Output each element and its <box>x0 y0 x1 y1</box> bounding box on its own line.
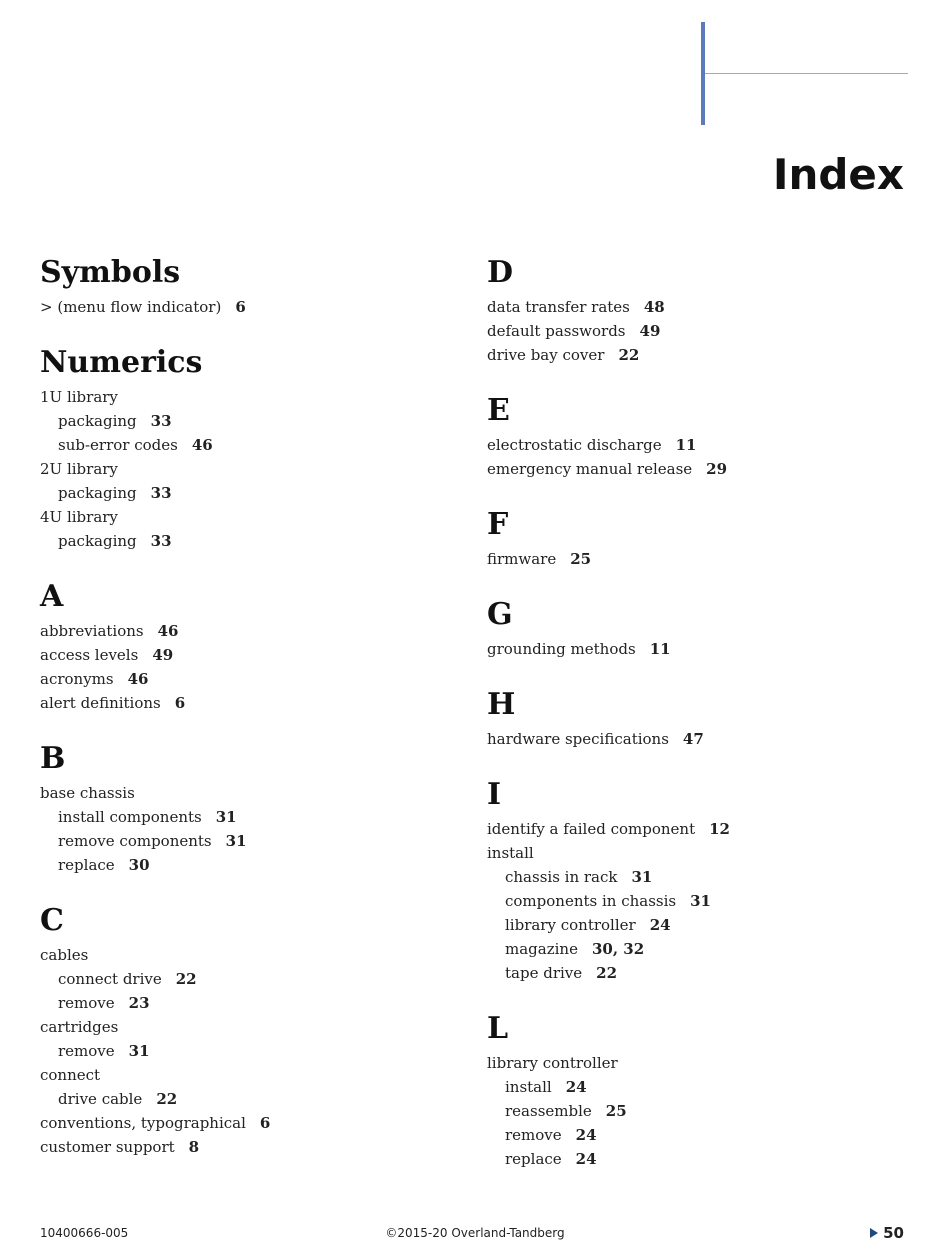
entry-page-link[interactable]: 25 <box>570 550 592 568</box>
section-heading: G <box>487 597 513 632</box>
index-section <box>487 687 907 751</box>
index-subentry <box>40 829 460 853</box>
section-heading: E <box>487 393 510 428</box>
index-entry <box>487 727 907 751</box>
entry-term: packaging <box>58 532 137 550</box>
index-section <box>487 777 907 985</box>
entry-term: replace <box>58 856 115 874</box>
entry-term: connect drive <box>58 970 162 988</box>
index-subentry <box>487 913 907 937</box>
entry-term: acronyms <box>40 670 114 688</box>
index-subentry <box>40 991 460 1015</box>
index-subentry <box>40 433 460 457</box>
entry-term: abbreviations <box>40 622 144 640</box>
entry-term: library controller <box>505 916 636 934</box>
entry-term: remove <box>505 1126 562 1144</box>
index-subentry <box>40 1087 460 1111</box>
index-entry <box>487 343 907 367</box>
entry-term: default passwords <box>487 322 626 340</box>
entry-page-link[interactable]: 31 <box>225 832 247 850</box>
index-entry <box>487 547 907 571</box>
header-accent-horizontal-line <box>705 73 908 74</box>
entry-term: conventions, typographical <box>40 1114 246 1132</box>
index-subentry <box>40 529 460 553</box>
entry-term: emergency manual release <box>487 460 693 478</box>
index-entry <box>487 841 907 865</box>
index-entry <box>40 1063 460 1087</box>
entry-page-link[interactable]: 22 <box>175 970 197 988</box>
section-heading: D <box>487 255 514 290</box>
entry-term: grounding methods <box>487 640 636 658</box>
index-section <box>40 579 460 715</box>
entry-page-link[interactable]: 22 <box>618 346 640 364</box>
index-subentry <box>40 853 460 877</box>
entry-term: packaging <box>58 484 137 502</box>
section-heading: F <box>487 507 509 542</box>
entry-page-link[interactable]: 24 <box>565 1078 587 1096</box>
entry-page-link[interactable]: 25 <box>605 1102 627 1120</box>
index-section <box>487 597 907 661</box>
index-entry <box>487 457 907 481</box>
entry-page-link[interactable]: 47 <box>682 730 704 748</box>
entry-page-link[interactable]: 33 <box>150 484 172 502</box>
entry-term: base chassis <box>40 784 135 802</box>
entry-page-link[interactable]: 24 <box>575 1150 597 1168</box>
section-heading: Symbols <box>40 255 181 290</box>
index-column-right <box>487 255 907 1197</box>
index-entry <box>40 691 460 715</box>
index-subentry <box>487 937 907 961</box>
entry-page-link[interactable]: 46 <box>191 436 213 454</box>
entry-page-link[interactable]: 46 <box>157 622 179 640</box>
entry-term: packaging <box>58 412 137 430</box>
entry-term: 4U library <box>40 508 118 526</box>
index-entry <box>40 1111 460 1135</box>
entry-page-link[interactable]: 6 <box>174 694 186 712</box>
entry-page-link[interactable]: 31 <box>128 1042 150 1060</box>
section-heading: B <box>40 741 66 776</box>
entry-term: hardware specifications <box>487 730 669 748</box>
entry-page-link[interactable]: 31 <box>631 868 653 886</box>
entry-page-link[interactable]: 23 <box>128 994 150 1012</box>
entry-term: remove components <box>58 832 212 850</box>
index-entry <box>487 295 907 319</box>
entry-page-link[interactable]: 24 <box>649 916 671 934</box>
index-subentry <box>487 865 907 889</box>
entry-page-link[interactable]: 49 <box>152 646 174 664</box>
entry-term: alert definitions <box>40 694 161 712</box>
index-subentry <box>487 1099 907 1123</box>
entry-term: cartridges <box>40 1018 119 1036</box>
index-entry <box>40 781 460 805</box>
entry-page-link[interactable]: 12 <box>709 820 730 838</box>
index-entry <box>40 505 460 529</box>
index-section <box>40 255 460 319</box>
index-subentry <box>487 1075 907 1099</box>
index-entry <box>40 667 460 691</box>
entry-term: remove <box>58 1042 115 1060</box>
entry-page-link[interactable]: 33 <box>150 532 172 550</box>
index-entry <box>487 637 907 661</box>
section-heading: C <box>40 903 64 938</box>
index-column-left <box>40 255 460 1185</box>
entry-term: 2U library <box>40 460 118 478</box>
entry-term: reassemble <box>505 1102 592 1120</box>
entry-page-link[interactable]: 30 <box>128 856 150 874</box>
right-triangle-icon <box>870 1228 878 1238</box>
index-entry <box>40 1135 460 1159</box>
entry-term: > (menu flow indicator) <box>40 298 222 316</box>
index-entry <box>487 1051 907 1075</box>
entry-page-link[interactable]: 46 <box>127 670 149 688</box>
index-entry <box>40 643 460 667</box>
entry-page-link[interactable]: 22 <box>156 1090 178 1108</box>
index-entry <box>487 433 907 457</box>
entry-term: drive bay cover <box>487 346 605 364</box>
index-entry <box>487 817 907 841</box>
entry-term: data transfer rates <box>487 298 630 316</box>
footer-page-number-group <box>870 1224 904 1242</box>
section-heading: Numerics <box>40 345 203 380</box>
entry-page-link[interactable]: 8 <box>188 1138 200 1156</box>
index-subentry <box>487 1147 907 1171</box>
entry-page-link[interactable]: 6 <box>259 1114 271 1132</box>
entry-page-link[interactable]: 11 <box>649 640 671 658</box>
index-entry <box>487 319 907 343</box>
entry-page-link[interactable]: 30, 32 <box>591 940 645 958</box>
section-heading: L <box>487 1011 509 1046</box>
entry-term: 1U library <box>40 388 118 406</box>
entry-page-link[interactable]: 24 <box>575 1126 597 1144</box>
index-section <box>487 507 907 571</box>
entry-page-link[interactable]: 31 <box>690 892 711 910</box>
entry-term: remove <box>58 994 115 1012</box>
index-entry <box>40 943 460 967</box>
entry-page-link[interactable]: 29 <box>706 460 728 478</box>
entry-page-link[interactable]: 48 <box>643 298 665 316</box>
section-heading: A <box>40 579 64 614</box>
index-section <box>40 741 460 877</box>
index-entry <box>40 457 460 481</box>
entry-page-link[interactable]: 6 <box>235 298 246 316</box>
index-subentry <box>40 1039 460 1063</box>
index-entry <box>40 1015 460 1039</box>
index-section <box>487 393 907 481</box>
footer-copyright: ©2015-20 Overland-Tandberg <box>385 1226 565 1240</box>
entry-term: electrostatic discharge <box>487 436 662 454</box>
entry-term: connect <box>40 1066 101 1084</box>
index-entry <box>40 385 460 409</box>
index-subentry <box>40 805 460 829</box>
index-entry <box>40 619 460 643</box>
entry-term: customer support <box>40 1138 175 1156</box>
entry-term: components in chassis <box>505 892 677 910</box>
section-heading: H <box>487 687 516 722</box>
entry-page-link[interactable]: 49 <box>639 322 661 340</box>
entry-page-link[interactable]: 11 <box>675 436 697 454</box>
entry-term: firmware <box>487 550 557 568</box>
section-heading: I <box>487 777 502 812</box>
footer-doc-number: 10400666-005 <box>40 1226 129 1240</box>
entry-term: access levels <box>40 646 139 664</box>
entry-term: sub-error codes <box>58 436 178 454</box>
entry-term: install components <box>58 808 202 826</box>
entry-page-link[interactable]: 22 <box>596 964 618 982</box>
index-subentry <box>40 967 460 991</box>
entry-term: install <box>505 1078 552 1096</box>
entry-term: magazine <box>505 940 578 958</box>
footer-page-number: 50 <box>883 1224 904 1242</box>
entry-term: identify a failed component <box>487 820 696 838</box>
entry-term: tape drive <box>505 964 583 982</box>
entry-term: install <box>487 844 534 862</box>
index-section <box>487 1011 907 1171</box>
index-subentry <box>487 961 907 985</box>
index-section <box>40 345 460 553</box>
index-entry <box>40 295 460 319</box>
entry-term: chassis in rack <box>505 868 618 886</box>
index-section <box>40 903 460 1159</box>
page-title: Index <box>772 150 904 199</box>
index-subentry <box>487 1123 907 1147</box>
entry-page-link[interactable]: 33 <box>150 412 172 430</box>
entry-term: replace <box>505 1150 562 1168</box>
index-subentry <box>40 481 460 505</box>
entry-term: cables <box>40 946 89 964</box>
entry-term: drive cable <box>58 1090 143 1108</box>
index-subentry <box>487 889 907 913</box>
entry-term: library controller <box>487 1054 618 1072</box>
index-section <box>487 255 907 367</box>
index-subentry <box>40 409 460 433</box>
entry-page-link[interactable]: 31 <box>215 808 237 826</box>
